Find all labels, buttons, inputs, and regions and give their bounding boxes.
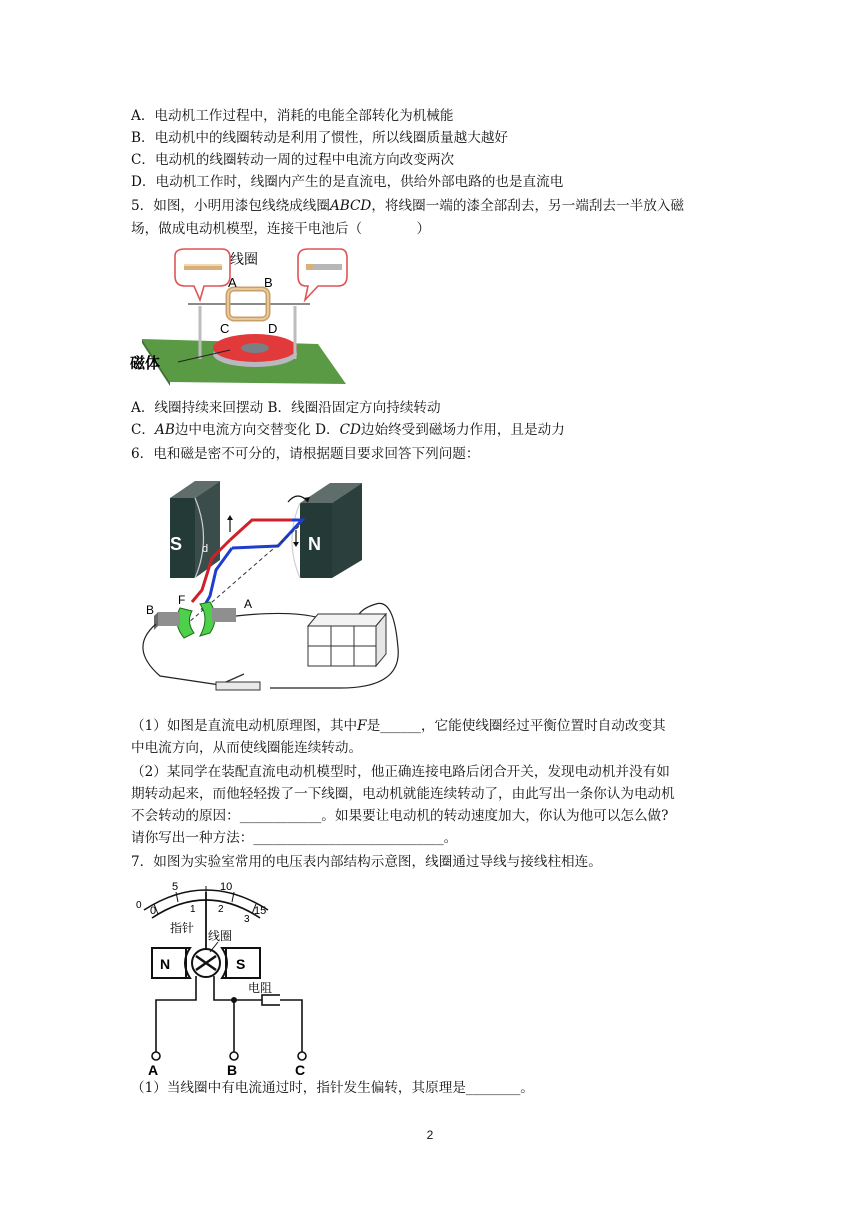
q7-terminal-a: A bbox=[148, 1062, 159, 1076]
q7-terminal-c: C bbox=[295, 1062, 306, 1078]
q7-tick-15: 15 bbox=[254, 905, 267, 917]
q6-label-a: a bbox=[284, 543, 291, 555]
q5-label-d: D bbox=[268, 321, 278, 336]
q4-option-b: B．电动机中的线圈转动是利用了惯性，所以线圈质量越大越好 bbox=[131, 130, 509, 146]
q7-tick-0: 0 bbox=[150, 905, 157, 917]
q6-part2-line1: （2）某同学在装配直流电动机模型时，他正确连接电路后闭合开关，发现电动机并没有如 bbox=[131, 764, 670, 780]
q7-label-coil: 线圈 bbox=[208, 929, 233, 943]
q6-label-a-brush: A bbox=[244, 597, 253, 611]
q7-inner-tick-0: 0 bbox=[136, 900, 142, 911]
q5-label-magnet: 磁体 bbox=[130, 355, 161, 372]
q6-label-d: d bbox=[202, 543, 209, 555]
q6-label-f: F bbox=[178, 593, 186, 607]
q7-inner-tick-1: 1 bbox=[190, 904, 196, 915]
q5-options-cd: C．AB边中电流方向交替变化 D．CD边始终受到磁场力作用，且是动力 bbox=[131, 422, 565, 438]
q4-option-a: A．电动机工作过程中，消耗的电能全部转化为机械能 bbox=[131, 108, 454, 124]
q5-motor-model-figure bbox=[130, 244, 348, 386]
q7-terminal-b: B bbox=[227, 1062, 238, 1076]
q7-stem: 7．如图为实验室常用的电压表内部结构示意图，线圈通过导线与接线柱相连。 bbox=[131, 854, 602, 870]
q7-label-n: N bbox=[160, 956, 171, 972]
q4-option-c: C．电动机的线圈转动一周的过程中电流方向改变两次 bbox=[131, 152, 455, 168]
q5-label-b: B bbox=[264, 275, 273, 290]
q6-label-n: N bbox=[308, 534, 321, 554]
q7-label-s: S bbox=[236, 956, 246, 972]
q6-part1-line2: 中电流方向，从而使线圈能连续转动。 bbox=[131, 740, 363, 756]
q6-stem: 6．电和磁是密不可分的，请根据题目要求回答下列问题： bbox=[131, 446, 480, 462]
q7-terminal-c-figure bbox=[280, 990, 320, 1080]
q7-tick-10: 10 bbox=[220, 881, 233, 893]
q7-inner-tick-2: 2 bbox=[218, 904, 224, 915]
q6-label-b: B bbox=[146, 603, 155, 617]
q6-dc-motor-figure bbox=[140, 478, 402, 696]
q7-label-resistor: 电阻 bbox=[248, 981, 273, 995]
q7-tick-5: 5 bbox=[172, 881, 179, 893]
q5-options-ab: A．线圈持续来回摆动 B．线圈沿固定方向持续转动 bbox=[131, 400, 441, 416]
q6-part2-line3: 不会转动的原因：____________。如果要让电动机的转动速度加大，你认为他可以怎么做? bbox=[131, 808, 669, 824]
q7-part1: （1）当线圈中有电流通过时，指针发生偏转，其原理是________。 bbox=[131, 1080, 534, 1096]
q5-stem-line1: 5．如图，小明用漆包线绕成线圈ABCD，将线圈一端的漆全部刮去，另一端刮去一半放入磁 bbox=[131, 198, 684, 214]
q6-part1-line1: （1）如图是直流电动机原理图，其中F是______，它能使线圈经过平衡位置时自动改变其 bbox=[131, 718, 666, 734]
q6-label-c: c bbox=[238, 511, 244, 523]
q4-option-d: D．电动机工作时，线圈内产生的是直流电，供给外部电路的也是直流电 bbox=[131, 174, 564, 190]
q6-part2-line2: 期转动起来，而他轻轻拨了一下线圈，电动机就能连续转动了，由此写出一条你认为电动机 bbox=[131, 786, 675, 802]
q7-voltmeter-figure bbox=[130, 876, 280, 1076]
q5-label-a: A bbox=[228, 275, 237, 290]
q6-part2-line4: 请你写出一种方法：____________________________。 bbox=[131, 830, 458, 846]
q5-label-c: C bbox=[220, 321, 230, 336]
q6-label-s: S bbox=[170, 534, 183, 554]
q7-inner-tick-3: 3 bbox=[244, 914, 250, 925]
q5-label-coil: 线圈 bbox=[230, 251, 258, 267]
q7-label-pointer: 指针 bbox=[170, 921, 195, 935]
page-number: 2 bbox=[426, 1128, 434, 1142]
q5-stem-line2: 场，做成电动机模型，连接干电池后（ ） bbox=[131, 221, 431, 237]
